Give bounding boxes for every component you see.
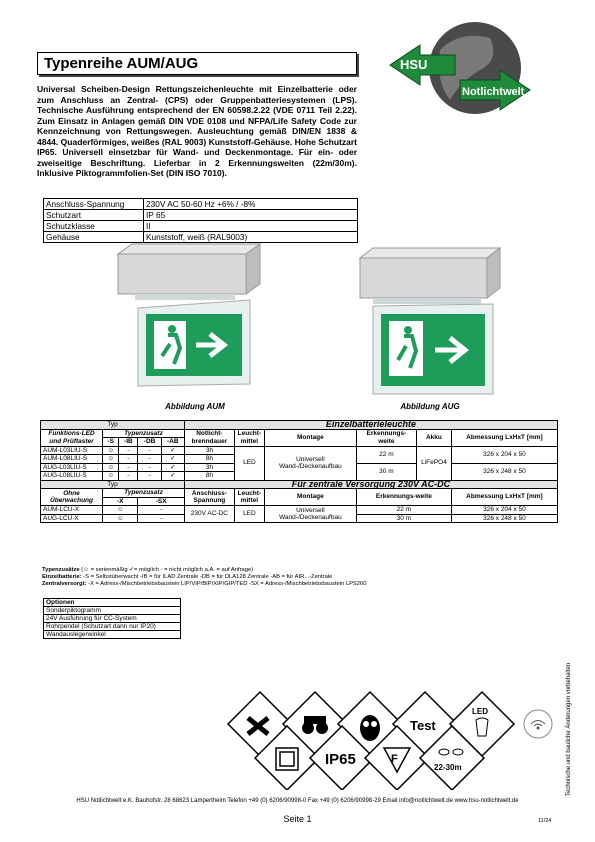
section2-header: Für zentrale Versorgung 230V AC-DC [184, 480, 557, 489]
test-icon: Test [410, 718, 436, 733]
page-title: Typenreihe AUM/AUG [37, 52, 357, 75]
list-item: Wandauslegerwinkel [44, 631, 181, 639]
product-image-aum [110, 236, 280, 411]
svg-text:F: F [391, 753, 398, 765]
options-table: Optionen Sonderpiktogramm 24V Ausführung für CC-System Rohrpendel (Schutzart dann nur IP20) Wandauslegerwinkel [43, 598, 181, 639]
intro-text: Universal Scheiben-Design Rettungszeichenleuchte mit Einzelbatterie oder zum Anschluss an Zentral- (CPS) oder Gruppenbatteriesystemen (LPS). Technische Ausführung entsprechend der EN 60598.2.22 (VDE 0711 Teil 2.22). Zum Einsatz in Anlagen gemäß DIN VDE 0108 und NFPA/Life Safety Code zur Kennzeichnung von Rettungswegen. Ausleuchtung gemäß DIN/EN 1838 & 4844. Quaderförmiges, weißes (RAL 9003) Kunststoff-Gehäuse. Hohe Schutzart IP65. Universell einsetzbar für Wand- und Deckenmontage. Für ein- oder zweiseitige Beschriftung. Lieferbar in 2 Erkennungsweiten (22m/30m). Inklusive Piktogrammfolien-Set (DIN ISO 7010). [37, 84, 357, 178]
caption-aug: Abbildung AUG [400, 402, 460, 411]
spec-row: Schutzklasse II [44, 221, 358, 232]
range-icon: 22-30m [434, 763, 462, 772]
list-item: Rohrpendel (Schutzart dann nur IP20) [44, 623, 181, 631]
table-row: AUM-L03LIU-S ☺ - - ✓ 3h LED Universell Wand-/Deckenaufbau 22 m LiFePO4 326 x 204 x 50 [41, 446, 558, 455]
list-item: Sonderpiktogramm [44, 607, 181, 615]
typ-header: Typ [41, 421, 185, 430]
table-row: AUG-L08LIU-S ☺ - - ✓ 8h [41, 472, 558, 481]
page-number: 11/24 [538, 818, 552, 824]
owl-icon [360, 715, 380, 741]
table-row: AUM-L08LIU-S ☺ - - ✓ 8h [41, 455, 558, 464]
feature-icons [220, 690, 560, 790]
spec-row: Gehäuse Kunststoff, weiß (RAL9003) [44, 232, 358, 243]
table-notes: Typenzusätze (☺ = serienmäßig ✓= möglich - = nicht möglich a.A. = auf Anfrage) Einzelbatterie: -S = Selbstüberwacht -IB = für ILAD Zentrale -DB = für DLA128 Zentrale -AB = für AIR...-Zentrale Zentralversorgt: -X = Adress-/Mischbetriebsbaustein LIP/VIP/BIP/XIP/GIP/TED -SX = Adress-/Mischbetriebsbaustein LPS260 [42, 567, 367, 587]
footer-address: HSU Notlichtwelt e.K. Bauhofstr. 28 68623 Lampertheim Telefon +49 (0) 6206/90998-0 Fax +49 (0) 6206/90998-29 Email info@notlichtwelt.de www.hsu-notlichtwelt.de [76, 798, 519, 804]
section1-header: Einzelbatterieleuchte [184, 421, 557, 430]
logo-left: HSU [400, 57, 428, 72]
table-row: AUM-LCU-X ☺ - 230V AC-DC LED Universell Wand-/Deckenaufbau 22 m 326 x 204 x 50 [41, 506, 558, 515]
table-row: AUG-L03LIU-S ☺ - - ✓ 3h 30 m 326 x 248 x 50 [41, 463, 558, 472]
caption-aum: Abbildung AUM [165, 402, 225, 411]
list-item: 24V Ausführung für CC-System [44, 615, 181, 623]
side-note: Technische und bauliche Änderungen vorbehalten [566, 662, 572, 796]
page-label: Seite 1 [283, 814, 312, 824]
product-image-aug [345, 236, 515, 411]
spec-row: Schutzart IP 65 [44, 210, 358, 221]
led-icon: LED [472, 707, 488, 716]
table-row: AUG-LCU-X ☺ - 30 m 326 x 248 x 50 [41, 514, 558, 523]
hsu-logo [380, 20, 560, 130]
logo-right: Notlichtwelt [462, 86, 525, 98]
product-table: Typ Einzelbatterieleuchte Funktions-LED und Prüftaster Typenzusatz Notlicht-brenndauer Leucht-mittel Montage Erkennungs-weite Akku Abmessung LxHxT [mm] -S -IB -DB -AB AUM-L03LIU-S ☺ - - ✓ 3h LED Universell Wand-/Deckenaufbau 22 m LiFePO4 326 x 204 x 50 AUM-L08LIU-S ☺ - - ✓ 8h AUG-L03LIU-S ☺ - - ✓ 3h 30 m 326 x 248 x 50 AUG-L08LIU-S ☺ - - ✓ 8h Typ Für zentrale Versorgung 230V AC-DC Ohne Überwachung Typenzusatz Anschluss-Spannung Leucht-mittel Montage Erkennungs-weite Abmessung LxHxT [mm] -X -SX AUM-LCU-X ☺ - 230V AC-DC LED Universell Wand-/Deckenaufbau 22 m 326 x 204 x 50 AUG-LCU-X ☺ - 30 m 326 x 248 x 50 [40, 420, 558, 523]
ip65-icon: IP65 [325, 751, 356, 768]
spec-row: Anschluss-Spannung 230V AC 50-60 Hz +6% / -8% [44, 199, 358, 210]
